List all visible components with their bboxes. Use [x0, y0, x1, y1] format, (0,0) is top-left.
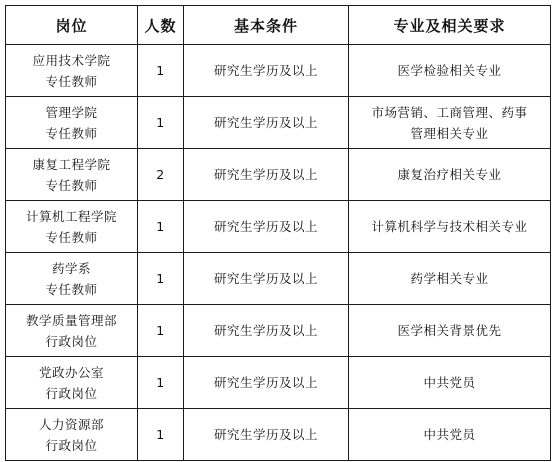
- table-row: [6, 357, 551, 409]
- header-condition: 基本条件: [184, 6, 349, 45]
- position-type: 专任教师: [45, 125, 98, 141]
- position-cell: [6, 149, 138, 201]
- condition-cell: 研究生学历及以上: [184, 409, 349, 461]
- requirement-cell: [349, 305, 551, 357]
- condition-cell: 研究生学历及以上: [184, 97, 349, 149]
- count-cell: 1: [138, 253, 184, 305]
- position-name: 计算机工程学院: [25, 208, 117, 224]
- requirement-cell: [349, 253, 551, 305]
- requirement-cell: [349, 409, 551, 461]
- position-name: 药学系: [51, 260, 91, 276]
- position-cell: [6, 201, 138, 253]
- position-name: 人力资源部: [38, 416, 104, 432]
- position-type: 专任教师: [45, 73, 98, 89]
- position-cell: [6, 45, 138, 97]
- count-cell: 1: [138, 305, 184, 357]
- position-type: 行政岗位: [45, 333, 98, 349]
- requirement-text: 康复治疗相关专业: [397, 167, 502, 182]
- requirement-text: 药学相关专业: [410, 271, 489, 286]
- position-type: 专任教师: [45, 177, 98, 193]
- count-cell: 1: [138, 409, 184, 461]
- requirement-cell: [349, 201, 551, 253]
- position-type: 专任教师: [45, 281, 98, 297]
- requirement-cell: [349, 45, 551, 97]
- requirement-cell: [349, 97, 551, 149]
- position-type: 行政岗位: [45, 385, 98, 401]
- requirement-text: 医学检验相关专业: [397, 63, 502, 78]
- condition-cell: 研究生学历及以上: [184, 45, 349, 97]
- table-row: [6, 305, 551, 357]
- position-type: 专任教师: [45, 229, 98, 245]
- requirement-text-continued: 管理相关专业: [410, 125, 489, 141]
- requirement-text: 市场营销、工商管理、药事: [371, 104, 528, 120]
- position-name: 应用技术学院: [32, 52, 111, 68]
- position-name: 党政办公室: [38, 364, 104, 380]
- header-position: 岗位: [6, 6, 138, 45]
- condition-cell: 研究生学历及以上: [184, 149, 349, 201]
- position-type: 行政岗位: [45, 437, 98, 453]
- requirement-text: 计算机科学与技术相关专业: [371, 219, 528, 234]
- table-row: [6, 253, 551, 305]
- position-cell: [6, 97, 138, 149]
- position-cell: [6, 357, 138, 409]
- position-cell: [6, 253, 138, 305]
- header-requirement: 专业及相关要求: [349, 6, 551, 45]
- requirement-text: 医学相关背景优先: [397, 323, 502, 338]
- table-header-row: [6, 6, 551, 45]
- requirement-text: 中共党员: [423, 375, 476, 390]
- recruitment-table: [5, 5, 551, 461]
- position-name: 管理学院: [45, 104, 98, 120]
- condition-cell: 研究生学历及以上: [184, 357, 349, 409]
- table-row: [6, 409, 551, 461]
- count-cell: 2: [138, 149, 184, 201]
- count-cell: 1: [138, 45, 184, 97]
- count-cell: 1: [138, 357, 184, 409]
- requirement-text: 中共党员: [423, 427, 476, 442]
- count-cell: 1: [138, 201, 184, 253]
- table-row: [6, 45, 551, 97]
- position-cell: [6, 409, 138, 461]
- count-cell: 1: [138, 97, 184, 149]
- condition-cell: 研究生学历及以上: [184, 305, 349, 357]
- requirement-cell: [349, 357, 551, 409]
- condition-cell: 研究生学历及以上: [184, 201, 349, 253]
- position-name: 康复工程学院: [32, 156, 111, 172]
- requirement-cell: [349, 149, 551, 201]
- table-row: [6, 201, 551, 253]
- header-count: 人数: [138, 6, 184, 45]
- position-cell: [6, 305, 138, 357]
- position-name: 教学质量管理部: [25, 312, 117, 328]
- table-row: [6, 97, 551, 149]
- table-row: [6, 149, 551, 201]
- condition-cell: 研究生学历及以上: [184, 253, 349, 305]
